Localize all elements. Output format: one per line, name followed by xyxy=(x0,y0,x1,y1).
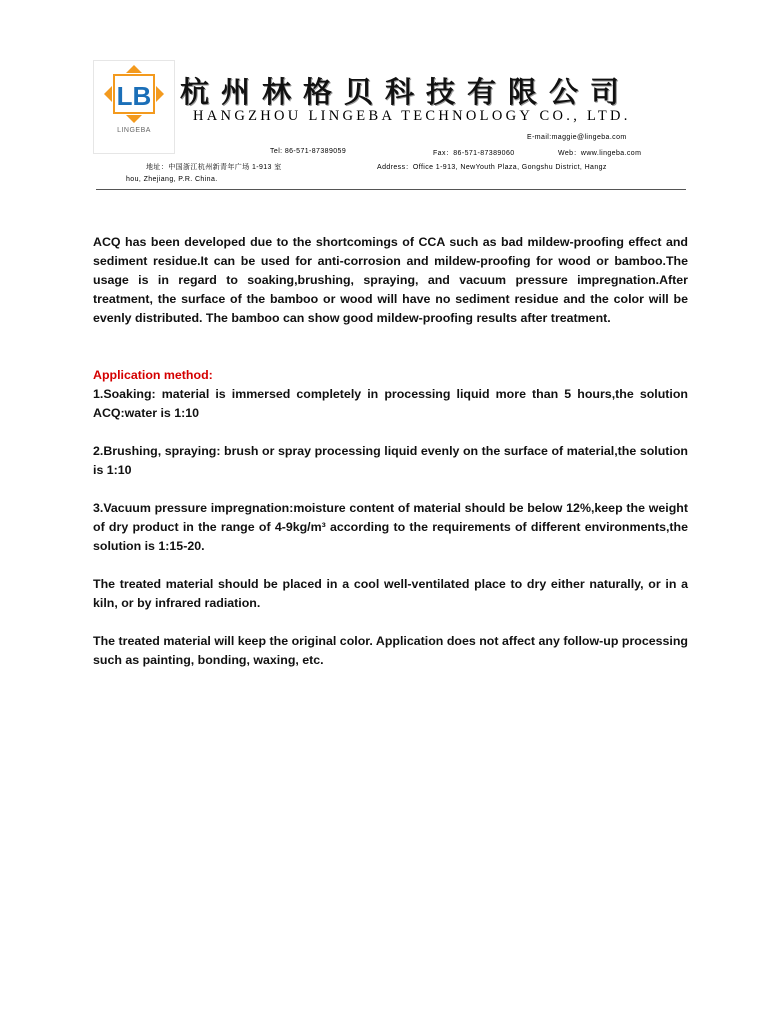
fax-number: Fax：86-571-87389060 xyxy=(433,150,515,157)
address-chinese: 地址：中国浙江杭州新青年广场 1-913 室 xyxy=(146,164,282,171)
header-divider xyxy=(96,189,686,190)
website-address: Web：www.lingeba.com xyxy=(558,150,642,157)
company-logo xyxy=(93,60,175,154)
drying-paragraph: The treated material should be placed in a cool well-ventilated place to dry either naturally, or in a kiln, or by infrared radiation. xyxy=(93,577,688,610)
email-address: E-mail:maggie@lingeba.com xyxy=(527,134,627,141)
logo-name: LINGEBA xyxy=(117,127,151,134)
company-name-chinese: 杭州林格贝科技有限公司 xyxy=(180,75,632,109)
logo-letters: LB xyxy=(116,81,152,111)
color-note-paragraph: The treated material will keep the original color. Application does not affect any follow-up processing such as painting, bonding, waxing, etc. xyxy=(93,634,688,667)
step-vacuum-impregnation: 3.Vacuum pressure impregnation:moisture content of material should be below 12%,keep the weight of dry product in the range of 4-9kg/m³ according to the requirements of different environments,the solution is 1:15-20. xyxy=(93,501,688,553)
step-brushing-spraying: 2.Brushing, spraying: brush or spray processing liquid evenly on the surface of material,the solution is 1:10 xyxy=(93,444,688,477)
address-english-line2: hou, Zhejiang, P.R. China. xyxy=(126,176,218,183)
address-english-line1: Address：Office 1-913, NewYouth Plaza, Gongshu District, Hangz xyxy=(377,164,607,171)
intro-paragraph: ACQ has been developed due to the shortcomings of CCA such as bad mildew-proofing effect and sediment residue.It can be used for anti-corrosion and mildew-proofing for wood or bamboo.The usage is in regard to soaking,brushing, spraying, and vacuum pressure impregnation.After treatment, the surface of the bamboo or wood will have no sediment residue and the color will be evenly distributed. The bamboo can show good mildew-proofing results after treatment. xyxy=(93,235,688,325)
company-name-english: HANGZHOU LINGEBA TECHNOLOGY CO., LTD. xyxy=(193,108,631,124)
application-method-heading: Application method: xyxy=(93,368,213,382)
logo-emblem-icon xyxy=(94,61,174,131)
step-soaking: 1.Soaking: material is immersed completely in processing liquid more than 5 hours,the solution ACQ:water is 1:10 xyxy=(93,387,688,420)
telephone-number: Tel: 86-571-87389059 xyxy=(270,148,347,155)
